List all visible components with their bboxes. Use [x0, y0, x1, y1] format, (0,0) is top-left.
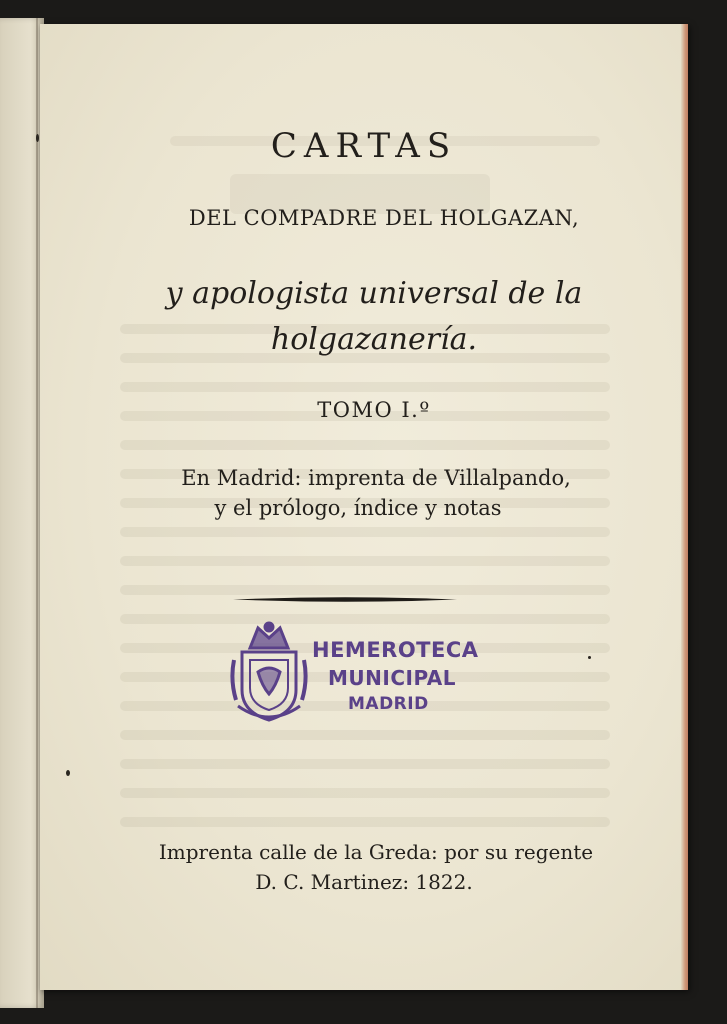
book-title: CARTAS — [270, 126, 458, 166]
printer-line-1: Imprenta calle de la Greda: por su regente — [158, 840, 594, 864]
ornamental-rule — [233, 596, 457, 603]
imprint-line-2: y el prólogo, índice y notas — [214, 496, 502, 520]
stamp-text-municipal: MUNICIPAL — [328, 666, 456, 690]
library-stamp — [228, 620, 490, 724]
imprint-line-1: En Madrid: imprenta de Villalpando, — [181, 466, 571, 490]
italic-subtitle-line-2: holgazanería. — [270, 322, 478, 357]
ink-speck — [36, 134, 39, 142]
coat-of-arms-icon — [228, 620, 310, 724]
volume-label: TOMO I.º — [317, 398, 431, 422]
stamp-text-hemeroteca: HEMEROTECA — [312, 638, 479, 662]
book-subtitle: DEL COMPADRE DEL HOLGAZAN, — [188, 206, 580, 230]
ink-speck — [66, 770, 70, 776]
stamp-text-madrid: MADRID — [348, 694, 429, 714]
printer-line-2: D. C. Martinez: 1822. — [255, 870, 473, 894]
italic-subtitle-line-1: y apologista universal de la — [165, 276, 583, 311]
ink-speck — [588, 656, 591, 659]
